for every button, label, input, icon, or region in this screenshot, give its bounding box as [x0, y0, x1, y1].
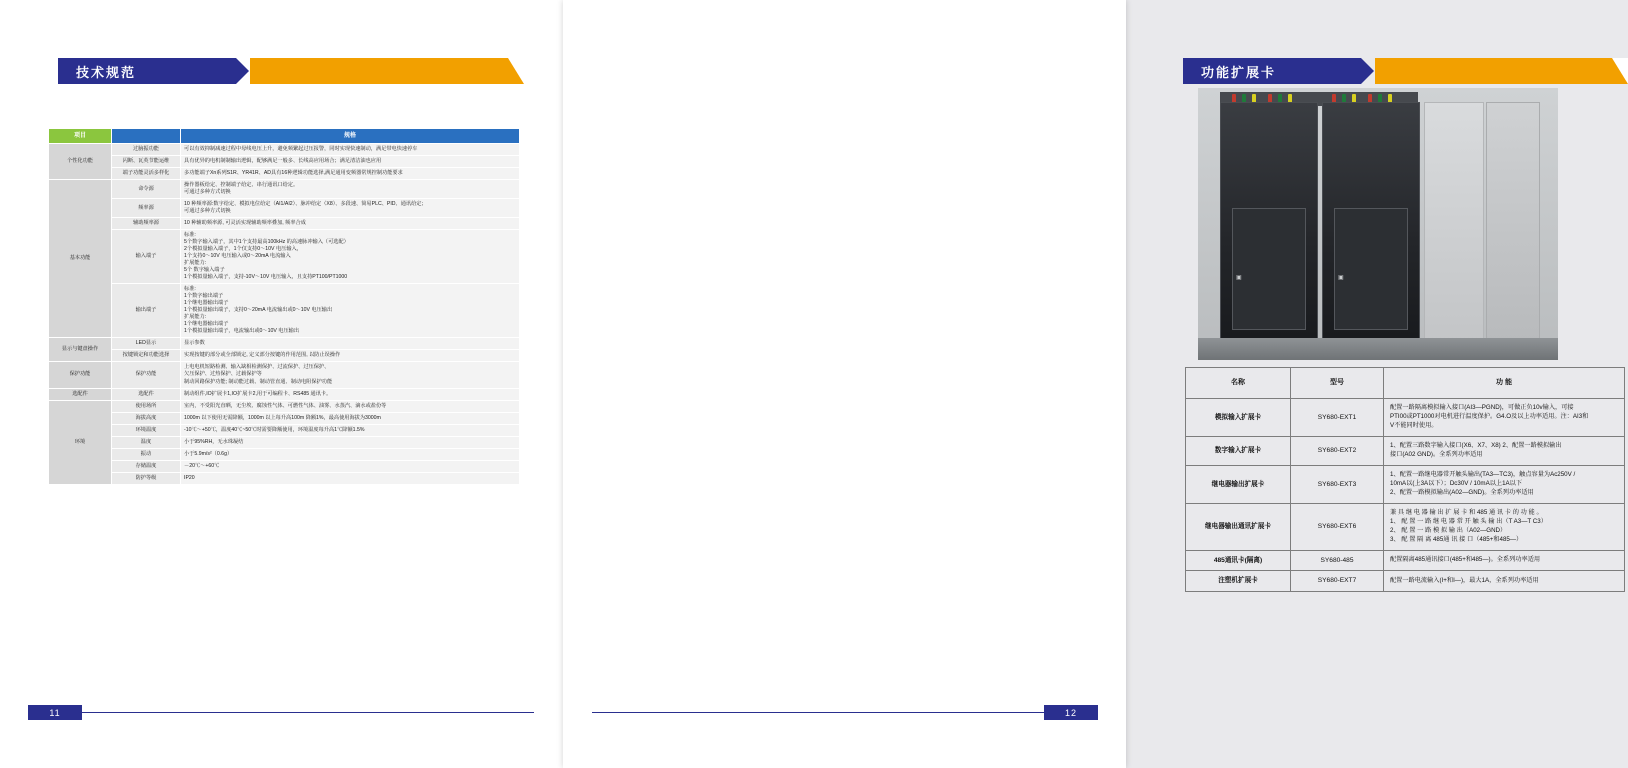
spec-value-cell: 操作器板给定、控制端子给定、串行通讯口给定。 可通过多种方式切换: [181, 180, 520, 199]
table-row: [49, 199, 520, 218]
spec-subitem-cell: 过脑振功能: [112, 144, 181, 156]
spec-category-cell: 显示与键盘操作: [49, 338, 112, 362]
card-model-cell: SY680-EXT1: [1291, 399, 1384, 437]
photo-panel-2: [1334, 208, 1408, 330]
spec-subitem-cell: 振动: [112, 448, 181, 460]
table-row: [49, 156, 520, 168]
spec-value-cell: -10℃～+50℃，温度40℃~50℃时需要降额使用，环境温度每升高1℃降额1.5%: [181, 424, 520, 436]
spec-table-head: [49, 129, 520, 144]
right-section-title: 功能扩展卡: [1183, 58, 1361, 84]
card-function-cell: 配置一路隔离模拟输入接口(AI3—PGND)，可做正负10v输入，可接 PTI00或PT1000对电机进行温度保护。G4.O及以上功率适用。注：AI3和 V不能同时使用。: [1384, 399, 1625, 437]
spec-value-cell: 具有优异的电机制制输出逻辑，配够满足一般多、长线高应用场合；满足清洁油也应用: [181, 156, 520, 168]
table-row: [49, 472, 520, 484]
card-function-cell: 配置隔离485通讯接口(485+和485—)。全系列功率适用: [1384, 550, 1625, 571]
spec-subitem-cell: 选配件: [112, 388, 181, 400]
spec-value-cell: 实现按键的部分或全部锁定, 定义部分按键的作用范围, 以防止误操作: [181, 350, 520, 362]
spec-category-cell: 保护功能: [49, 362, 112, 388]
spec-value-cell: 小于5.9m/s²（0.6g）: [181, 448, 520, 460]
technical-specification-table: [48, 128, 520, 485]
spec-header-spec: 规格: [181, 129, 520, 144]
card-header-name: 名称: [1186, 368, 1291, 399]
cabinet-photo: [1198, 88, 1558, 360]
spec-subitem-cell: 频率源: [112, 199, 181, 218]
spec-value-cell: 可以有效抑制减速过程中母线电压上升，避免频繁起过压报警，同时实现快速制动，满足带电快速停车: [181, 144, 520, 156]
right-page-rule: [592, 712, 1044, 713]
spec-subitem-cell: 存储温度: [112, 460, 181, 472]
card-model-cell: SY680-EXT7: [1291, 571, 1384, 592]
table-row: [49, 180, 520, 199]
spec-subitem-cell: 使用场所: [112, 400, 181, 412]
card-model-cell: SY680-EXT2: [1291, 436, 1384, 465]
spec-header-row: [49, 129, 520, 144]
spec-subitem-cell: 温度: [112, 436, 181, 448]
expansion-card-table: [1185, 367, 1625, 592]
left-page-rule: [82, 712, 534, 713]
photo-brand-mark-1: ▣: [1236, 275, 1242, 281]
spec-subitem-cell: 保护功能: [112, 362, 181, 388]
card-name-cell: 继电器输出通讯扩展卡: [1186, 503, 1291, 550]
photo-cabinet-3: [1424, 102, 1484, 354]
card-name-cell: 485通讯卡(隔离): [1186, 550, 1291, 571]
spec-value-cell: 上电电机短路检测、输入缺相检测保护、过流保护、过压保护、 欠压保护、过热保护、过载保护等 制动回路保护功能; 制动能过载、制动管直通、制动电阻保护功能: [181, 362, 520, 388]
photo-panel-1: [1232, 208, 1306, 330]
photo-brand-mark-2: ▣: [1338, 275, 1344, 281]
spec-value-cell: －20℃～+60℃: [181, 460, 520, 472]
spec-value-cell: 显示参数: [181, 338, 520, 350]
card-model-cell: SY680-EXT3: [1291, 465, 1384, 503]
table-row: [1186, 399, 1625, 437]
right-section-banner: [1183, 58, 1628, 84]
table-row: [49, 230, 520, 284]
spec-subitem-cell: 环境温度: [112, 424, 181, 436]
spec-value-cell: 标准: 1个数字输出端子 1个继电器输出端子 1个模拟量输出端子，支持0～20mA 电流输出或0～10V 电压输出 扩展能力: 1个继电器输出端子 1个模拟量输出端子，电流输出或0～10V 电压输出: [181, 284, 520, 338]
spec-subitem-cell: 输入端子: [112, 230, 181, 284]
spec-header-sub: [112, 129, 181, 144]
table-row: [1186, 503, 1625, 550]
left-page-number: 11: [28, 705, 82, 720]
spec-value-cell: 小于95%RH，无水珠凝结: [181, 436, 520, 448]
table-row: [49, 168, 520, 180]
spec-subitem-cell: 端子功能灵活多样化: [112, 168, 181, 180]
left-section-banner: [58, 58, 524, 84]
spec-subitem-cell: 海拔高度: [112, 412, 181, 424]
spec-subitem-cell: 输出端子: [112, 284, 181, 338]
table-row: [49, 350, 520, 362]
table-row: [49, 338, 520, 350]
spec-category-cell: 环境: [49, 400, 112, 484]
card-function-cell: 兼 具 继 电 器 输 出 扩 展 卡 和 485 通 讯 卡 的 功 能 。 1、 配 置 一 路 继 电 器 常 开 触 头 输 出（T A3—T C3） 2、 配 置 一 路 模 拟 输 出（A02—GND） 3、 配 置 隔 离 485通 讯 接 口（485+和485—）: [1384, 503, 1625, 550]
card-model-cell: SY680-EXT6: [1291, 503, 1384, 550]
spec-category-cell: 基本功能: [49, 180, 112, 338]
table-row: [49, 448, 520, 460]
table-row: [49, 362, 520, 388]
spec-subitem-cell: 按键锁定和功能选择: [112, 350, 181, 362]
photo-cabinet-4: [1486, 102, 1540, 354]
right-page-number: 12: [1044, 705, 1098, 720]
table-row: [49, 424, 520, 436]
card-name-cell: 注塑机扩展卡: [1186, 571, 1291, 592]
photo-floor: [1198, 338, 1558, 360]
card-function-cell: 1、配置三路数字输入接口(X6、X7、X8) 2、配置一路模拟输出 接口(A02 GND)。全系列功率适用: [1384, 436, 1625, 465]
spec-category-cell: 选配件: [49, 388, 112, 400]
table-row: [49, 218, 520, 230]
card-model-cell: SY680-485: [1291, 550, 1384, 571]
card-name-cell: 继电器输出扩展卡: [1186, 465, 1291, 503]
spec-subitem-cell: 防护等级: [112, 472, 181, 484]
table-row: [1186, 571, 1625, 592]
spec-value-cell: 多功能端子Xn系列S1R、YR41R、AD具有16种逻辑功能选择,满足通用变频器常规控制功能要求: [181, 168, 520, 180]
spec-subitem-cell: 辅助频率源: [112, 218, 181, 230]
card-table-body: [1186, 399, 1625, 592]
card-header-row: [1186, 368, 1625, 399]
spec-value-cell: 10 种辅助频率源, 可灵活实现辅助频率叠加, 频率合成: [181, 218, 520, 230]
spec-category-cell: 个性化功能: [49, 144, 112, 180]
spec-value-cell: 制动组件,IO扩展卡1,IO扩展卡2,用于可编程卡、RS485 通讯卡。: [181, 388, 520, 400]
table-row: [49, 460, 520, 472]
table-row: [1186, 465, 1625, 503]
table-row: [1186, 436, 1625, 465]
card-table-head: [1186, 368, 1625, 399]
left-page: [0, 0, 563, 768]
table-row: [49, 400, 520, 412]
left-section-title: 技术规范: [58, 58, 236, 84]
card-header-model: 型号: [1291, 368, 1384, 399]
banner-accent-bar-right: [1375, 58, 1628, 84]
right-page: [563, 0, 1589, 768]
spec-value-cell: IP20: [181, 472, 520, 484]
spec-table-body: [49, 144, 520, 485]
card-name-cell: 模拟输入扩展卡: [1186, 399, 1291, 437]
spec-subitem-cell: LED显示: [112, 338, 181, 350]
table-row: [49, 284, 520, 338]
table-row: [49, 412, 520, 424]
table-row: [49, 388, 520, 400]
card-name-cell: 数字输入扩展卡: [1186, 436, 1291, 465]
card-header-function: 功 能: [1384, 368, 1625, 399]
spec-value-cell: 1000m 以下使用无需降额，1000m 以上每升高100m 降额1%，最高使用海拔为3000m: [181, 412, 520, 424]
spec-header-item: 项目: [49, 129, 112, 144]
card-function-cell: 配置一路电流输入(I+和I—)，最大1A，全系列功率适用: [1384, 571, 1625, 592]
spec-value-cell: 标准: 5个数字输入端子，其中1个支持最高100kHz 的高速脉冲输入（可选配） 2个模拟量输入端子，1个仅支持0～10V 电压输入， 1个支持0～10V 电压输入或0～20mA 电流输入 扩展能力: 5个 数字输入端子 1个模拟量输入端子，支持-10V～10V 电压输入，且支持PT100/PT1000: [181, 230, 520, 284]
spec-subitem-cell: 闪断、瓦英节能运维: [112, 156, 181, 168]
spec-value-cell: 10 种频率源:数字给定、模拟电位给定（AI1/AI2）、脉冲给定（X8）、多段速、简易PLC、PID、通讯给定； 可通过多种方式切换: [181, 199, 520, 218]
spec-value-cell: 室内，不受阳光直晒，无尘埃、腐蚀性气体、可燃性气体、油雾、水蒸汽、滴水或盐份等: [181, 400, 520, 412]
table-row: [49, 144, 520, 156]
spec-subitem-cell: 命令源: [112, 180, 181, 199]
card-function-cell: 1、配置一路继电器常开触头输出(TA3—TC3)，触点容量为Ac250V / 10mA以(上3A以下）；Dc30V / 10mA以上1A以下 2、配置一路模拟输出(A02—GND)。全系列功率适用: [1384, 465, 1625, 503]
banner-accent-bar: [250, 58, 524, 84]
table-row: [1186, 550, 1625, 571]
table-row: [49, 436, 520, 448]
